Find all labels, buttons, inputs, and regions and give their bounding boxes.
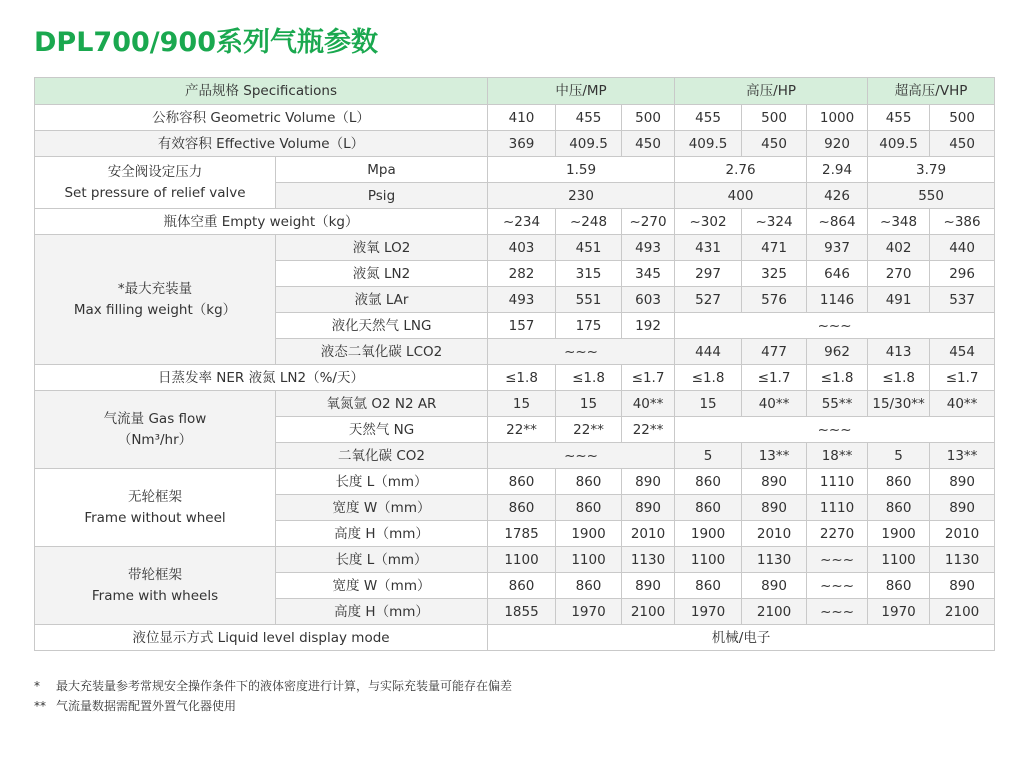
table-cell: ~~~ (807, 599, 868, 625)
table-cell: 860 (488, 469, 556, 495)
table-cell: 55** (807, 391, 868, 417)
table-cell: ~864 (807, 209, 868, 235)
group-label-cn: 无轮框架 (128, 488, 182, 505)
table-cell: 860 (556, 469, 622, 495)
table-row (35, 391, 995, 417)
table-cell: 500 (622, 105, 675, 131)
table-cell: 369 (488, 131, 556, 157)
table-cell: 1130 (742, 547, 807, 573)
page-title: DPL700/900系列气瓶参数 (34, 27, 378, 58)
row-label: 液氩 LAr (276, 287, 488, 313)
table-cell: 409.5 (868, 131, 930, 157)
group-label-gas-flow (35, 391, 276, 469)
table-cell: 345 (622, 261, 675, 287)
group-label-en: Frame with wheels (91, 587, 219, 604)
row-label: 液位显示方式 Liquid level display mode (35, 625, 488, 651)
group-label-cn: 带轮框架 (128, 566, 182, 583)
table-cell: 40** (742, 391, 807, 417)
footnote-mark: ** (34, 699, 46, 713)
table-cell: 890 (930, 469, 995, 495)
table-cell: 15/30** (868, 391, 930, 417)
table-row (35, 547, 995, 573)
table-cell: 493 (488, 287, 556, 313)
row-label: Mpa (276, 157, 488, 183)
table-cell: 175 (556, 313, 622, 339)
row-label: 液氧 LO2 (276, 235, 488, 261)
table-cell: 860 (488, 573, 556, 599)
row-label: 宽度 W（mm） (276, 573, 488, 599)
table-cell: ~348 (868, 209, 930, 235)
table-cell: 493 (622, 235, 675, 261)
table-cell: 1130 (622, 547, 675, 573)
table-cell: 890 (622, 495, 675, 521)
group-label-max-fill (35, 235, 276, 365)
table-cell: 550 (868, 183, 995, 209)
table-cell: 315 (556, 261, 622, 287)
group-label-cn: *最大充装量 (117, 280, 193, 297)
table-cell: ≤1.8 (488, 365, 556, 391)
table-cell: ≤1.7 (930, 365, 995, 391)
table-cell: 282 (488, 261, 556, 287)
footnote (34, 676, 512, 696)
table-cell: 2010 (622, 521, 675, 547)
row-label: 二氧化碳 CO2 (276, 443, 488, 469)
table-cell: 860 (675, 495, 742, 521)
table-cell: 40** (930, 391, 995, 417)
table-cell: 431 (675, 235, 742, 261)
table-cell: ~~~ (807, 547, 868, 573)
table-cell: 444 (675, 339, 742, 365)
table-cell: 15 (488, 391, 556, 417)
table-cell: 5 (675, 443, 742, 469)
table-cell: 1900 (556, 521, 622, 547)
table-cell: 2.76 (675, 157, 807, 183)
footnote-text: 最大充装量参考常规安全操作条件下的液体密度进行计算，与实际充装量可能存在偏差 (56, 679, 513, 693)
table-cell: 450 (622, 131, 675, 157)
row-label: 公称容积 Geometric Volume（L） (35, 105, 488, 131)
table-cell: 157 (488, 313, 556, 339)
table-cell: 440 (930, 235, 995, 261)
table-cell: 937 (807, 235, 868, 261)
group-label-en: Max filling weight（kg） (73, 301, 237, 318)
table-cell: ~234 (488, 209, 556, 235)
table-cell: 22** (622, 417, 675, 443)
table-cell: 537 (930, 287, 995, 313)
header-mp: 中压/MP (488, 78, 675, 105)
table-cell: ≤1.8 (868, 365, 930, 391)
table-cell: 1110 (807, 495, 868, 521)
table-cell: 500 (930, 105, 995, 131)
table-cell: 455 (556, 105, 622, 131)
group-label-frame-wheel (35, 547, 276, 625)
table-cell: 296 (930, 261, 995, 287)
table-cell: 1100 (488, 547, 556, 573)
table-cell: 890 (742, 469, 807, 495)
table-cell: 409.5 (556, 131, 622, 157)
group-label-cn: 安全阀设定压力 (107, 163, 203, 180)
row-label: 长度 L（mm） (276, 547, 488, 573)
row-label: 天然气 NG (276, 417, 488, 443)
table-cell: 860 (675, 469, 742, 495)
table-cell: 450 (742, 131, 807, 157)
table-cell: 860 (868, 573, 930, 599)
group-label-cn: 气流量 Gas flow (103, 410, 207, 427)
table-cell: ≤1.7 (622, 365, 675, 391)
group-label-en: （Nm³/hr） (117, 431, 193, 448)
table-cell: 2100 (930, 599, 995, 625)
table-cell: 646 (807, 261, 868, 287)
table-row (35, 235, 995, 261)
table-cell: 527 (675, 287, 742, 313)
table-cell: ~270 (622, 209, 675, 235)
table-cell: 2.94 (807, 157, 868, 183)
table-cell: 410 (488, 105, 556, 131)
row-label: 氧氮氩 O2 N2 AR (276, 391, 488, 417)
table-row (35, 209, 995, 235)
row-label: Psig (276, 183, 488, 209)
table-cell: 22** (556, 417, 622, 443)
table-header-row (35, 78, 995, 105)
table-row (35, 469, 995, 495)
footnote-mark: * (34, 679, 40, 693)
table-cell: 402 (868, 235, 930, 261)
table-cell: 920 (807, 131, 868, 157)
table-cell: ~~~ (807, 573, 868, 599)
footnotes (34, 676, 512, 716)
table-cell: 2010 (742, 521, 807, 547)
table-cell: 551 (556, 287, 622, 313)
row-label: 液氮 LN2 (276, 261, 488, 287)
row-label: 液态二氧化碳 LCO2 (276, 339, 488, 365)
table-cell: ~~~ (488, 443, 675, 469)
table-cell: 450 (930, 131, 995, 157)
table-cell: ~~~ (488, 339, 675, 365)
row-label: 有效容积 Effective Volume（L） (35, 131, 488, 157)
table-row (35, 131, 995, 157)
table-cell: 2100 (622, 599, 675, 625)
table-cell: 1100 (556, 547, 622, 573)
table-cell: 860 (868, 469, 930, 495)
spec-table (34, 77, 995, 651)
table-cell: 40** (622, 391, 675, 417)
table-row (35, 105, 995, 131)
table-cell: 471 (742, 235, 807, 261)
table-cell: 409.5 (675, 131, 742, 157)
table-cell: 454 (930, 339, 995, 365)
table-cell: 2270 (807, 521, 868, 547)
table-cell: 451 (556, 235, 622, 261)
table-cell: 403 (488, 235, 556, 261)
table-cell: 890 (742, 573, 807, 599)
table-cell: ~~~ (675, 417, 995, 443)
table-cell: 15 (556, 391, 622, 417)
table-cell: 890 (930, 573, 995, 599)
table-cell: 192 (622, 313, 675, 339)
row-label: 长度 L（mm） (276, 469, 488, 495)
table-cell: 603 (622, 287, 675, 313)
table-cell: 2010 (930, 521, 995, 547)
group-label-frame-no-wheel (35, 469, 276, 547)
row-label: 高度 H（mm） (276, 521, 488, 547)
table-cell: 1970 (675, 599, 742, 625)
table-cell: 413 (868, 339, 930, 365)
table-cell: 5 (868, 443, 930, 469)
table-cell: ~248 (556, 209, 622, 235)
table-cell: 890 (930, 495, 995, 521)
table-cell: 机械/电子 (488, 625, 995, 651)
row-label: 宽度 W（mm） (276, 495, 488, 521)
table-cell: 576 (742, 287, 807, 313)
group-label-en: Set pressure of relief valve (64, 184, 246, 201)
table-cell: 1855 (488, 599, 556, 625)
table-cell: ≤1.8 (556, 365, 622, 391)
table-cell: 860 (868, 495, 930, 521)
table-cell: 3.79 (868, 157, 995, 183)
table-cell: 890 (622, 573, 675, 599)
table-cell: 1100 (675, 547, 742, 573)
table-cell: 1785 (488, 521, 556, 547)
table-cell: ≤1.8 (675, 365, 742, 391)
table-cell: 1110 (807, 469, 868, 495)
table-cell: ≤1.7 (742, 365, 807, 391)
table-cell: ~302 (675, 209, 742, 235)
header-vhp: 超高压/VHP (868, 78, 995, 105)
table-cell: 1900 (868, 521, 930, 547)
table-cell: ~324 (742, 209, 807, 235)
table-cell: 1970 (868, 599, 930, 625)
table-cell: 325 (742, 261, 807, 287)
table-cell: 860 (488, 495, 556, 521)
row-label: 瓶体空重 Empty weight（kg） (35, 209, 488, 235)
table-cell: 1.59 (488, 157, 675, 183)
table-cell: ≤1.8 (807, 365, 868, 391)
table-cell: 2100 (742, 599, 807, 625)
table-row (35, 625, 995, 651)
table-cell: 13** (930, 443, 995, 469)
table-cell: 18** (807, 443, 868, 469)
group-label-en: Frame without wheel (84, 509, 226, 526)
row-label: 高度 H（mm） (276, 599, 488, 625)
table-cell: 1100 (868, 547, 930, 573)
table-cell: 477 (742, 339, 807, 365)
row-label: 日蒸发率 NER 液氮 LN2（%/天） (35, 365, 488, 391)
footnote-text: 气流量数据需配置外置气化器使用 (56, 699, 237, 713)
table-row (35, 157, 995, 183)
table-cell: 455 (868, 105, 930, 131)
table-cell: 13** (742, 443, 807, 469)
table-cell: 500 (742, 105, 807, 131)
table-cell: ~~~ (675, 313, 995, 339)
table-cell: 455 (675, 105, 742, 131)
table-cell: 400 (675, 183, 807, 209)
header-spec: 产品规格 Specifications (35, 78, 488, 105)
table-cell: 860 (556, 495, 622, 521)
table-cell: 1970 (556, 599, 622, 625)
table-cell: 491 (868, 287, 930, 313)
table-cell: 890 (742, 495, 807, 521)
table-cell: 297 (675, 261, 742, 287)
table-cell: 1130 (930, 547, 995, 573)
table-cell: 270 (868, 261, 930, 287)
table-cell: ~386 (930, 209, 995, 235)
table-cell: 426 (807, 183, 868, 209)
table-cell: 860 (675, 573, 742, 599)
table-row (35, 365, 995, 391)
table-cell: 15 (675, 391, 742, 417)
table-cell: 22** (488, 417, 556, 443)
table-cell: 1146 (807, 287, 868, 313)
row-label: 液化天然气 LNG (276, 313, 488, 339)
table-cell: 230 (488, 183, 675, 209)
table-cell: 860 (556, 573, 622, 599)
table-cell: 890 (622, 469, 675, 495)
footnote (34, 696, 512, 716)
table-cell: 962 (807, 339, 868, 365)
table-cell: 1900 (675, 521, 742, 547)
group-label-relief (35, 157, 276, 209)
table-cell: 1000 (807, 105, 868, 131)
header-hp: 高压/HP (675, 78, 868, 105)
